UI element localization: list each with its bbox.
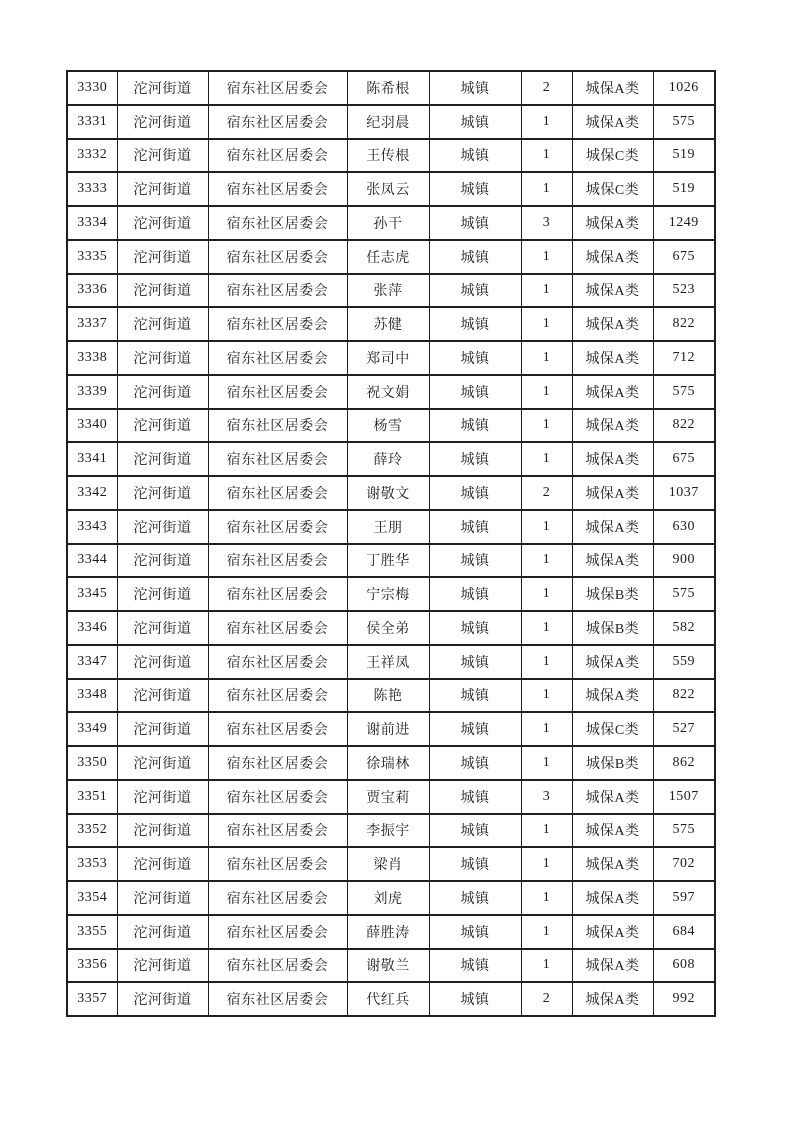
cell-amount: 1249 [653, 206, 715, 240]
cell-committee: 宿东社区居委会 [208, 409, 347, 443]
table-row [67, 746, 715, 780]
cell-id: 3343 [67, 510, 117, 544]
cell-committee: 宿东社区居委会 [208, 949, 347, 983]
cell-person-count: 1 [521, 105, 572, 139]
cell-street: 沱河街道 [117, 881, 208, 915]
cell-insurance-category: 城保C类 [572, 172, 653, 206]
cell-insurance-category: 城保A类 [572, 881, 653, 915]
cell-amount: 630 [653, 510, 715, 544]
cell-id: 3352 [67, 814, 117, 848]
cell-street: 沱河街道 [117, 409, 208, 443]
cell-id: 3342 [67, 476, 117, 510]
cell-id: 3335 [67, 240, 117, 274]
table-row [67, 881, 715, 915]
cell-person-count: 1 [521, 645, 572, 679]
cell-name: 梁肖 [347, 847, 429, 881]
table-row [67, 71, 715, 105]
cell-street: 沱河街道 [117, 341, 208, 375]
cell-amount: 675 [653, 442, 715, 476]
cell-id: 3355 [67, 915, 117, 949]
cell-amount: 822 [653, 409, 715, 443]
cell-person-count: 1 [521, 240, 572, 274]
cell-id: 3332 [67, 139, 117, 173]
table-row [67, 982, 715, 1016]
cell-person-count: 3 [521, 206, 572, 240]
cell-amount: 862 [653, 746, 715, 780]
cell-insurance-category: 城保A类 [572, 409, 653, 443]
cell-street: 沱河街道 [117, 814, 208, 848]
table-row [67, 510, 715, 544]
cell-amount: 519 [653, 172, 715, 206]
table-row [67, 780, 715, 814]
cell-name: 王朋 [347, 510, 429, 544]
cell-household-type: 城镇 [429, 847, 521, 881]
cell-person-count: 1 [521, 274, 572, 308]
cell-street: 沱河街道 [117, 206, 208, 240]
cell-name: 祝文娟 [347, 375, 429, 409]
cell-person-count: 2 [521, 476, 572, 510]
table-body [67, 71, 715, 1016]
table-row [67, 814, 715, 848]
table-row [67, 611, 715, 645]
cell-insurance-category: 城保A类 [572, 375, 653, 409]
cell-id: 3337 [67, 307, 117, 341]
cell-insurance-category: 城保A类 [572, 341, 653, 375]
cell-insurance-category: 城保A类 [572, 206, 653, 240]
cell-name: 王祥凤 [347, 645, 429, 679]
cell-name: 宁宗梅 [347, 577, 429, 611]
cell-name: 张凤云 [347, 172, 429, 206]
cell-household-type: 城镇 [429, 139, 521, 173]
table-row [67, 679, 715, 713]
cell-id: 3344 [67, 544, 117, 578]
cell-amount: 608 [653, 949, 715, 983]
cell-street: 沱河街道 [117, 71, 208, 105]
cell-name: 贾宝莉 [347, 780, 429, 814]
cell-street: 沱河街道 [117, 544, 208, 578]
cell-id: 3357 [67, 982, 117, 1016]
cell-id: 3348 [67, 679, 117, 713]
cell-household-type: 城镇 [429, 375, 521, 409]
table-row [67, 307, 715, 341]
cell-street: 沱河街道 [117, 172, 208, 206]
cell-person-count: 1 [521, 746, 572, 780]
cell-id: 3353 [67, 847, 117, 881]
cell-id: 3339 [67, 375, 117, 409]
cell-household-type: 城镇 [429, 814, 521, 848]
table-row [67, 645, 715, 679]
benefits-roster-table [66, 70, 716, 1017]
cell-id: 3346 [67, 611, 117, 645]
cell-household-type: 城镇 [429, 240, 521, 274]
cell-amount: 702 [653, 847, 715, 881]
table-row [67, 476, 715, 510]
cell-street: 沱河街道 [117, 274, 208, 308]
cell-amount: 675 [653, 240, 715, 274]
cell-insurance-category: 城保A类 [572, 949, 653, 983]
cell-id: 3351 [67, 780, 117, 814]
table-row [67, 409, 715, 443]
cell-amount: 559 [653, 645, 715, 679]
cell-id: 3341 [67, 442, 117, 476]
cell-committee: 宿东社区居委会 [208, 577, 347, 611]
cell-amount: 712 [653, 341, 715, 375]
cell-name: 苏健 [347, 307, 429, 341]
cell-committee: 宿东社区居委会 [208, 982, 347, 1016]
cell-name: 李振宇 [347, 814, 429, 848]
cell-name: 张萍 [347, 274, 429, 308]
cell-committee: 宿东社区居委会 [208, 679, 347, 713]
cell-household-type: 城镇 [429, 307, 521, 341]
cell-committee: 宿东社区居委会 [208, 746, 347, 780]
cell-committee: 宿东社区居委会 [208, 71, 347, 105]
cell-name: 谢前进 [347, 712, 429, 746]
cell-street: 沱河街道 [117, 746, 208, 780]
cell-amount: 527 [653, 712, 715, 746]
table-row [67, 240, 715, 274]
cell-street: 沱河街道 [117, 645, 208, 679]
cell-person-count: 1 [521, 341, 572, 375]
table-row [67, 577, 715, 611]
cell-street: 沱河街道 [117, 712, 208, 746]
cell-committee: 宿东社区居委会 [208, 915, 347, 949]
cell-person-count: 2 [521, 71, 572, 105]
cell-amount: 575 [653, 375, 715, 409]
cell-insurance-category: 城保C类 [572, 712, 653, 746]
cell-person-count: 1 [521, 544, 572, 578]
cell-committee: 宿东社区居委会 [208, 375, 347, 409]
cell-person-count: 1 [521, 881, 572, 915]
cell-name: 王传根 [347, 139, 429, 173]
cell-committee: 宿东社区居委会 [208, 712, 347, 746]
cell-insurance-category: 城保A类 [572, 982, 653, 1016]
cell-street: 沱河街道 [117, 307, 208, 341]
cell-person-count: 1 [521, 510, 572, 544]
cell-street: 沱河街道 [117, 915, 208, 949]
cell-household-type: 城镇 [429, 341, 521, 375]
cell-id: 3334 [67, 206, 117, 240]
cell-person-count: 1 [521, 409, 572, 443]
cell-committee: 宿东社区居委会 [208, 139, 347, 173]
cell-name: 谢敬兰 [347, 949, 429, 983]
cell-committee: 宿东社区居委会 [208, 105, 347, 139]
cell-household-type: 城镇 [429, 746, 521, 780]
cell-street: 沱河街道 [117, 982, 208, 1016]
cell-household-type: 城镇 [429, 881, 521, 915]
cell-name: 陈艳 [347, 679, 429, 713]
table-row [67, 375, 715, 409]
cell-amount: 822 [653, 679, 715, 713]
cell-street: 沱河街道 [117, 847, 208, 881]
cell-person-count: 1 [521, 915, 572, 949]
table-row [67, 949, 715, 983]
cell-committee: 宿东社区居委会 [208, 611, 347, 645]
cell-insurance-category: 城保A类 [572, 645, 653, 679]
cell-household-type: 城镇 [429, 611, 521, 645]
cell-committee: 宿东社区居委会 [208, 240, 347, 274]
cell-street: 沱河街道 [117, 375, 208, 409]
cell-id: 3338 [67, 341, 117, 375]
cell-committee: 宿东社区居委会 [208, 442, 347, 476]
cell-insurance-category: 城保A类 [572, 780, 653, 814]
cell-household-type: 城镇 [429, 172, 521, 206]
cell-amount: 684 [653, 915, 715, 949]
cell-committee: 宿东社区居委会 [208, 881, 347, 915]
cell-insurance-category: 城保A类 [572, 105, 653, 139]
cell-id: 3336 [67, 274, 117, 308]
cell-id: 3354 [67, 881, 117, 915]
cell-person-count: 1 [521, 847, 572, 881]
cell-household-type: 城镇 [429, 949, 521, 983]
cell-person-count: 1 [521, 139, 572, 173]
cell-insurance-category: 城保C类 [572, 139, 653, 173]
cell-committee: 宿东社区居委会 [208, 645, 347, 679]
cell-insurance-category: 城保A类 [572, 915, 653, 949]
cell-amount: 822 [653, 307, 715, 341]
cell-insurance-category: 城保A类 [572, 814, 653, 848]
cell-person-count: 3 [521, 780, 572, 814]
cell-household-type: 城镇 [429, 577, 521, 611]
cell-id: 3345 [67, 577, 117, 611]
cell-street: 沱河街道 [117, 679, 208, 713]
cell-amount: 575 [653, 577, 715, 611]
cell-insurance-category: 城保A类 [572, 274, 653, 308]
cell-id: 3340 [67, 409, 117, 443]
cell-name: 任志虎 [347, 240, 429, 274]
cell-amount: 1037 [653, 476, 715, 510]
cell-person-count: 1 [521, 577, 572, 611]
cell-insurance-category: 城保B类 [572, 746, 653, 780]
cell-committee: 宿东社区居委会 [208, 476, 347, 510]
cell-household-type: 城镇 [429, 982, 521, 1016]
cell-street: 沱河街道 [117, 949, 208, 983]
table-row [67, 206, 715, 240]
cell-street: 沱河街道 [117, 240, 208, 274]
cell-insurance-category: 城保A类 [572, 307, 653, 341]
cell-insurance-category: 城保A类 [572, 476, 653, 510]
cell-id: 3331 [67, 105, 117, 139]
cell-street: 沱河街道 [117, 442, 208, 476]
cell-household-type: 城镇 [429, 71, 521, 105]
cell-committee: 宿东社区居委会 [208, 510, 347, 544]
cell-insurance-category: 城保A类 [572, 71, 653, 105]
cell-committee: 宿东社区居委会 [208, 780, 347, 814]
cell-household-type: 城镇 [429, 206, 521, 240]
cell-household-type: 城镇 [429, 105, 521, 139]
cell-person-count: 1 [521, 712, 572, 746]
table-row [67, 172, 715, 206]
cell-household-type: 城镇 [429, 274, 521, 308]
cell-street: 沱河街道 [117, 577, 208, 611]
cell-name: 孙干 [347, 206, 429, 240]
cell-household-type: 城镇 [429, 409, 521, 443]
cell-committee: 宿东社区居委会 [208, 544, 347, 578]
cell-household-type: 城镇 [429, 544, 521, 578]
cell-amount: 1026 [653, 71, 715, 105]
cell-name: 纪羽晨 [347, 105, 429, 139]
cell-committee: 宿东社区居委会 [208, 307, 347, 341]
cell-street: 沱河街道 [117, 611, 208, 645]
cell-person-count: 1 [521, 375, 572, 409]
cell-id: 3330 [67, 71, 117, 105]
table-row [67, 712, 715, 746]
cell-household-type: 城镇 [429, 780, 521, 814]
cell-committee: 宿东社区居委会 [208, 172, 347, 206]
cell-household-type: 城镇 [429, 510, 521, 544]
cell-insurance-category: 城保B类 [572, 611, 653, 645]
cell-name: 杨雪 [347, 409, 429, 443]
cell-person-count: 1 [521, 172, 572, 206]
cell-name: 陈希根 [347, 71, 429, 105]
cell-amount: 992 [653, 982, 715, 1016]
cell-insurance-category: 城保A类 [572, 510, 653, 544]
cell-household-type: 城镇 [429, 442, 521, 476]
cell-committee: 宿东社区居委会 [208, 206, 347, 240]
cell-insurance-category: 城保A类 [572, 544, 653, 578]
cell-amount: 519 [653, 139, 715, 173]
cell-committee: 宿东社区居委会 [208, 814, 347, 848]
cell-id: 3347 [67, 645, 117, 679]
table-row [67, 105, 715, 139]
cell-household-type: 城镇 [429, 915, 521, 949]
table-row [67, 274, 715, 308]
cell-person-count: 1 [521, 679, 572, 713]
table-row [67, 915, 715, 949]
cell-insurance-category: 城保A类 [572, 847, 653, 881]
table-row [67, 139, 715, 173]
table-row [67, 341, 715, 375]
cell-insurance-category: 城保B类 [572, 577, 653, 611]
cell-name: 郑司中 [347, 341, 429, 375]
cell-name: 薛胜涛 [347, 915, 429, 949]
cell-name: 代红兵 [347, 982, 429, 1016]
cell-street: 沱河街道 [117, 476, 208, 510]
cell-name: 谢敬文 [347, 476, 429, 510]
cell-street: 沱河街道 [117, 510, 208, 544]
cell-name: 刘虎 [347, 881, 429, 915]
cell-amount: 582 [653, 611, 715, 645]
table-row [67, 442, 715, 476]
cell-id: 3350 [67, 746, 117, 780]
table-row [67, 544, 715, 578]
cell-amount: 575 [653, 105, 715, 139]
cell-street: 沱河街道 [117, 105, 208, 139]
cell-street: 沱河街道 [117, 139, 208, 173]
cell-person-count: 1 [521, 949, 572, 983]
cell-insurance-category: 城保A类 [572, 679, 653, 713]
cell-name: 丁胜华 [347, 544, 429, 578]
cell-name: 侯全弟 [347, 611, 429, 645]
cell-name: 薛玲 [347, 442, 429, 476]
cell-amount: 900 [653, 544, 715, 578]
cell-household-type: 城镇 [429, 645, 521, 679]
cell-amount: 523 [653, 274, 715, 308]
cell-name: 徐瑞林 [347, 746, 429, 780]
cell-person-count: 2 [521, 982, 572, 1016]
cell-person-count: 1 [521, 814, 572, 848]
cell-amount: 597 [653, 881, 715, 915]
cell-street: 沱河街道 [117, 780, 208, 814]
cell-person-count: 1 [521, 442, 572, 476]
cell-committee: 宿东社区居委会 [208, 341, 347, 375]
cell-person-count: 1 [521, 611, 572, 645]
cell-insurance-category: 城保A类 [572, 442, 653, 476]
cell-household-type: 城镇 [429, 712, 521, 746]
cell-id: 3356 [67, 949, 117, 983]
cell-id: 3333 [67, 172, 117, 206]
cell-id: 3349 [67, 712, 117, 746]
table-row [67, 847, 715, 881]
cell-insurance-category: 城保A类 [572, 240, 653, 274]
cell-committee: 宿东社区居委会 [208, 274, 347, 308]
cell-committee: 宿东社区居委会 [208, 847, 347, 881]
cell-amount: 1507 [653, 780, 715, 814]
cell-person-count: 1 [521, 307, 572, 341]
cell-household-type: 城镇 [429, 679, 521, 713]
cell-household-type: 城镇 [429, 476, 521, 510]
cell-amount: 575 [653, 814, 715, 848]
